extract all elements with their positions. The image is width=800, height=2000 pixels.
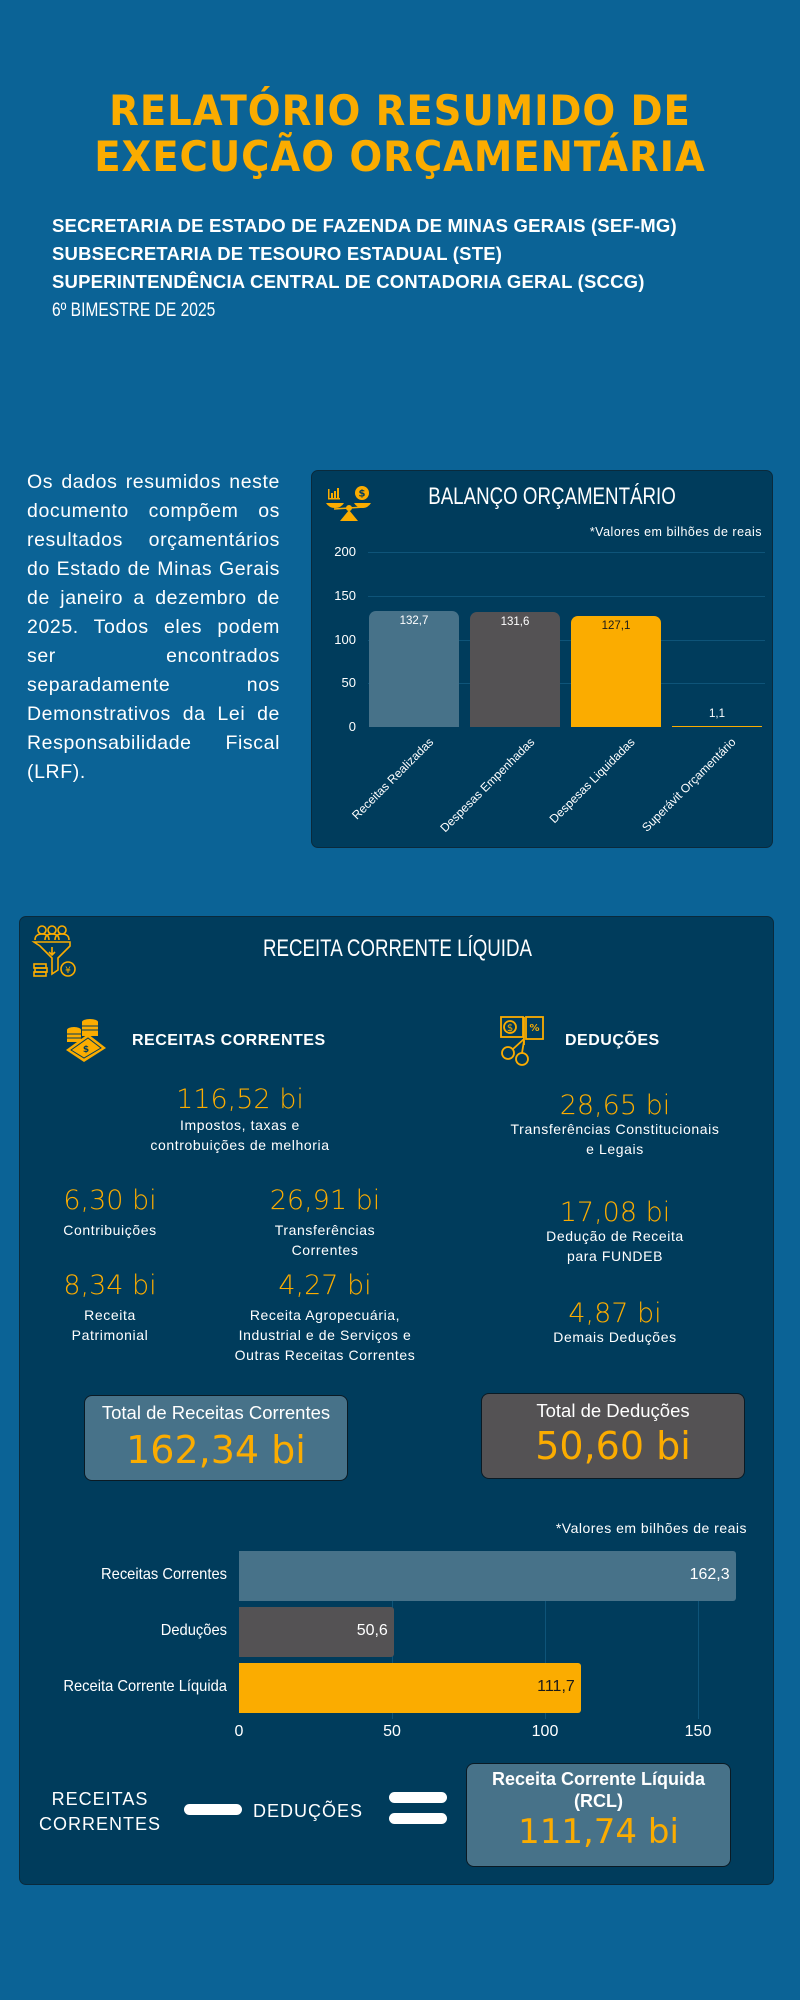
stat-label: Demais Deduções (553, 1329, 677, 1345)
bar-value-label: 111,7 (537, 1678, 575, 1695)
svg-text:$: $ (506, 1023, 514, 1034)
coins-money-icon (62, 1016, 110, 1064)
total-deducoes-box (481, 1393, 745, 1479)
equation-deducoes: DEDUÇÕES (253, 1801, 364, 1821)
svg-text:$: $ (82, 1045, 90, 1055)
bar-superávit-orçamentário (672, 726, 762, 728)
y-tick-label: 200 (334, 544, 356, 559)
equation-receitas: RECEITAS CORRENTES (38, 1789, 161, 1834)
equals-sign-icon-lower (389, 1813, 447, 1824)
page-title (32, 88, 768, 180)
stat-value: 4,27 bi (278, 1270, 372, 1301)
total-deducoes-label: Total de Deduções (536, 1400, 690, 1421)
stat-fundeb (525, 1198, 705, 1266)
svg-text:¥: ¥ (65, 966, 71, 976)
equals-sign-icon (389, 1792, 447, 1803)
stat-value: 6,30 bi (63, 1185, 157, 1216)
period-label: 6º BIMESTRE DE 2025 (52, 300, 216, 321)
total-deducoes-value: 50,60 bi (535, 1424, 691, 1468)
x-axis-label: Receitas Realizadas (348, 735, 436, 823)
stat-value: 116,52 bi (176, 1084, 304, 1115)
receitas-heading: RECEITAS CORRENTES (132, 1032, 326, 1049)
rcl-result-title: Receita Corrente Líquida (RCL) (491, 1769, 706, 1811)
stat-value: 17,08 bi (559, 1197, 671, 1228)
y-axis-label: Receita Corrente Líquida (63, 1678, 228, 1695)
total-receitas-box (84, 1395, 348, 1481)
bar-value-label: 131,6 (500, 615, 530, 628)
stat-value: 8,34 bi (63, 1270, 157, 1301)
bar-receitas-correntes (239, 1551, 736, 1601)
x-tick-label: 150 (684, 1723, 712, 1740)
stat-impostos (95, 1085, 385, 1155)
deducoes-heading: DEDUÇÕES (565, 1032, 660, 1049)
title-line-2: EXECUÇÃO ORÇAMENTÁRIA (94, 132, 706, 181)
stat-label: Transferências Constitucionais e Legais (510, 1121, 720, 1157)
stat-value: 4,87 bi (568, 1298, 662, 1329)
stat-outras-receitas (220, 1271, 430, 1365)
rcl-result-value: 111,74 bi (518, 1812, 679, 1852)
stat-demais-deducoes (525, 1299, 705, 1347)
gridline (368, 552, 765, 553)
stat-transferencias-correntes (240, 1186, 410, 1260)
stat-value: 28,65 bi (559, 1090, 671, 1121)
org-line-sef: SECRETARIA DE ESTADO DE FAZENDA DE MINAS GERAIS (SEF-MG) (52, 215, 677, 236)
x-axis-label: Superávit Orçamentário (639, 735, 739, 835)
stat-label: Transferências Correntes (274, 1222, 376, 1258)
scissors-cut-money-icon (498, 1015, 548, 1067)
stat-label: Receita Patrimonial (71, 1307, 149, 1343)
stat-value: 26,91 bi (269, 1185, 381, 1216)
gridline (368, 596, 765, 597)
intro-paragraph: Os dados resumidos neste documento compõem os resultados orçamentários do Estado de Minas Gerais de janeiro a dezembro de 2025. Todos eles podem ser encontrados separadamente nos Demonstrativos da Lei de Responsabilidade Fiscal (LRF). (27, 471, 280, 783)
org-line-sccg: SUPERINTENDÊNCIA CENTRAL DE CONTADORIA GERAL (SCCG) (52, 271, 645, 292)
y-tick-label: 100 (334, 631, 356, 647)
total-receitas-value: 162,34 bi (126, 1428, 306, 1472)
stat-transferencias-constitucionais (510, 1091, 720, 1159)
stat-label: Dedução de Receita para FUNDEB (546, 1228, 684, 1264)
x-tick-label: 50 (383, 1723, 401, 1740)
y-axis-label: Deduções (160, 1622, 227, 1639)
stat-contribuicoes (40, 1186, 180, 1240)
minus-sign-icon (184, 1804, 242, 1815)
total-receitas-label: Total de Receitas Correntes (101, 1402, 331, 1423)
stat-label: Receita Agropecuária, Industrial e de Serviços e Outras Receitas Correntes (234, 1307, 416, 1363)
bar-value-label: 1,1 (709, 707, 725, 720)
y-axis-label: Receitas Correntes (101, 1566, 227, 1583)
bar-despesas-liquidadas (571, 616, 661, 727)
stat-label: Impostos, taxas e controbuições de melhoria (150, 1117, 330, 1153)
rcl-title: RECEITA CORRENTE LÍQUIDA (262, 935, 533, 962)
balanco-units-note: *Valores em bilhões de reais (589, 525, 762, 539)
bar-value-label: 127,1 (601, 619, 631, 632)
bar-receitas-realizadas (369, 611, 459, 727)
rcl-units-note: *Valores em bilhões de reais (555, 1520, 747, 1536)
x-tick-label: 100 (531, 1723, 559, 1740)
stat-label: Contribuições (63, 1222, 157, 1238)
svg-text:%: % (529, 1023, 540, 1034)
x-axis-label: Despesas Liquidadas (546, 735, 638, 827)
svg-text:$: $ (358, 488, 366, 500)
balanco-title: BALANÇO ORÇAMENTÁRIO (428, 483, 676, 510)
bar-despesas-empenhadas (470, 612, 560, 727)
balanco-panel (311, 470, 773, 848)
rcl-panel (19, 916, 774, 1885)
balance-scale-icon (324, 483, 374, 523)
funnel-people-icon (30, 923, 86, 979)
x-axis-label: Despesas Empenhadas (436, 735, 537, 836)
x-tick-label: 0 (234, 1723, 244, 1740)
bar-value-label: 50,6 (356, 1622, 388, 1639)
org-line-ste: SUBSECRETARIA DE TESOURO ESTADUAL (STE) (52, 243, 503, 264)
y-tick-label: 0 (348, 719, 356, 734)
rcl-result-box (466, 1763, 731, 1867)
stat-receita-patrimonial (40, 1271, 180, 1345)
bar-value-label: 132,7 (399, 614, 429, 627)
y-tick-label: 150 (334, 587, 356, 603)
title-line-1: RELATÓRIO RESUMIDO DE (109, 86, 691, 135)
y-tick-label: 50 (341, 675, 356, 691)
bar-value-label: 162,3 (689, 1566, 730, 1583)
